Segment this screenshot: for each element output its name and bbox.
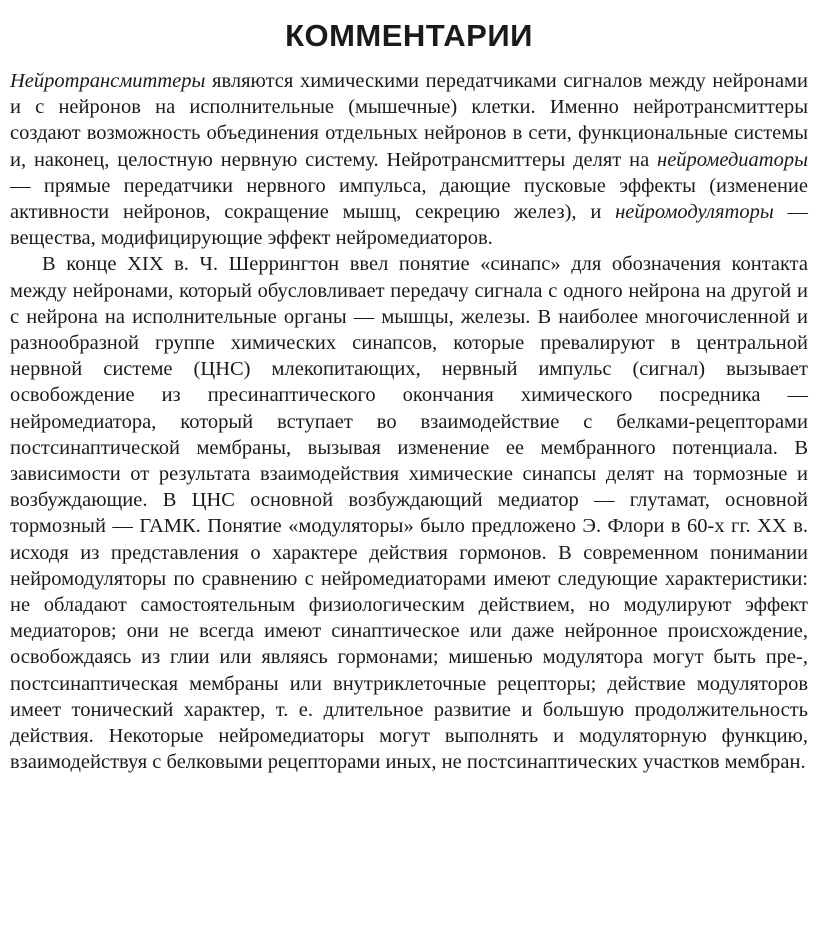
term-neurotransmitters: Нейротрансмиттеры: [10, 70, 206, 92]
paragraph-text: — прямые передатчики нервного импульса, дающие пусковые эффекты (изменение активности нейронов, сокращение мышц, секрецию желез), и: [10, 174, 808, 224]
paragraph-neurotransmitters: [10, 68, 808, 251]
paragraph-text: являются химическими передатчиками сигналов между нейронами и с нейронов на исполнительные (мышечные) клетки. Именно нейротрансмиттеры создают возможность объединения отдельных нейронов в сети, функциональные системы и, наконец, целостную нервную систему. Нейротрансмиттеры делят на: [10, 70, 808, 171]
page-title: КОММЕНТАРИИ: [285, 18, 533, 53]
term-neuromodulators: нейромодуляторы: [615, 201, 774, 224]
paragraph-text: — вещества, модифицирующие эффект нейромедиаторов.: [10, 201, 808, 250]
paragraph-synapse: В конце XIX в. Ч. Шеррингтон ввел понятие «синапс» для обозначения контакта между нейронами, который обусловливает передачу сигнала с одного нейрона на другой и с нейрона на исполнительные органы — мышцы, железы. В наиболее многочисленной и разнообразной группе химических синапсов, которые превалируют в центральной нервной системе (ЦНС) млекопитающих, нервный импульс (сигнал) вызывает освобождение из пресинаптического окончания химического посредника — нейромедиатора, который вступает во взаимодействие с белками-рецепторами постсинаптической мембраны, вызывая изменение ее мембранного потенциала. В зависимости от результата взаимодействия химические синапсы делят на тормозные и возбуждающие. В ЦНС основной возбуждающий медиатор — глутамат, основной тормозный — ГАМК. Понятие «модуляторы» было предложено Э. Флори в 60-х гг. XX в. исходя из представления о характере действия гормонов. В современном понимании нейромодуляторы по сравнению с нейромедиаторами имеют следующие характеристики: не обладают самостоятельным физиологическим действием, но модулируют эффект медиаторов; они не всегда имеют синаптическое или даже нейронное происхождение, освобождаясь из глии или являясь гормонами; мишенью модулятора могут быть пре-, постсинаптическая мембраны или внутриклеточные рецепторы; действие модуляторов имеет тонический характер, т. е. длительное развитие и большую продолжительность действия. Некоторые нейромедиаторы могут выполнять и модуляторную функцию, взаимодействуя с белковыми рецепторами иных, не постсинаптических участков мембран.: [10, 253, 808, 774]
term-neuromediators: нейромедиаторы: [657, 148, 808, 171]
